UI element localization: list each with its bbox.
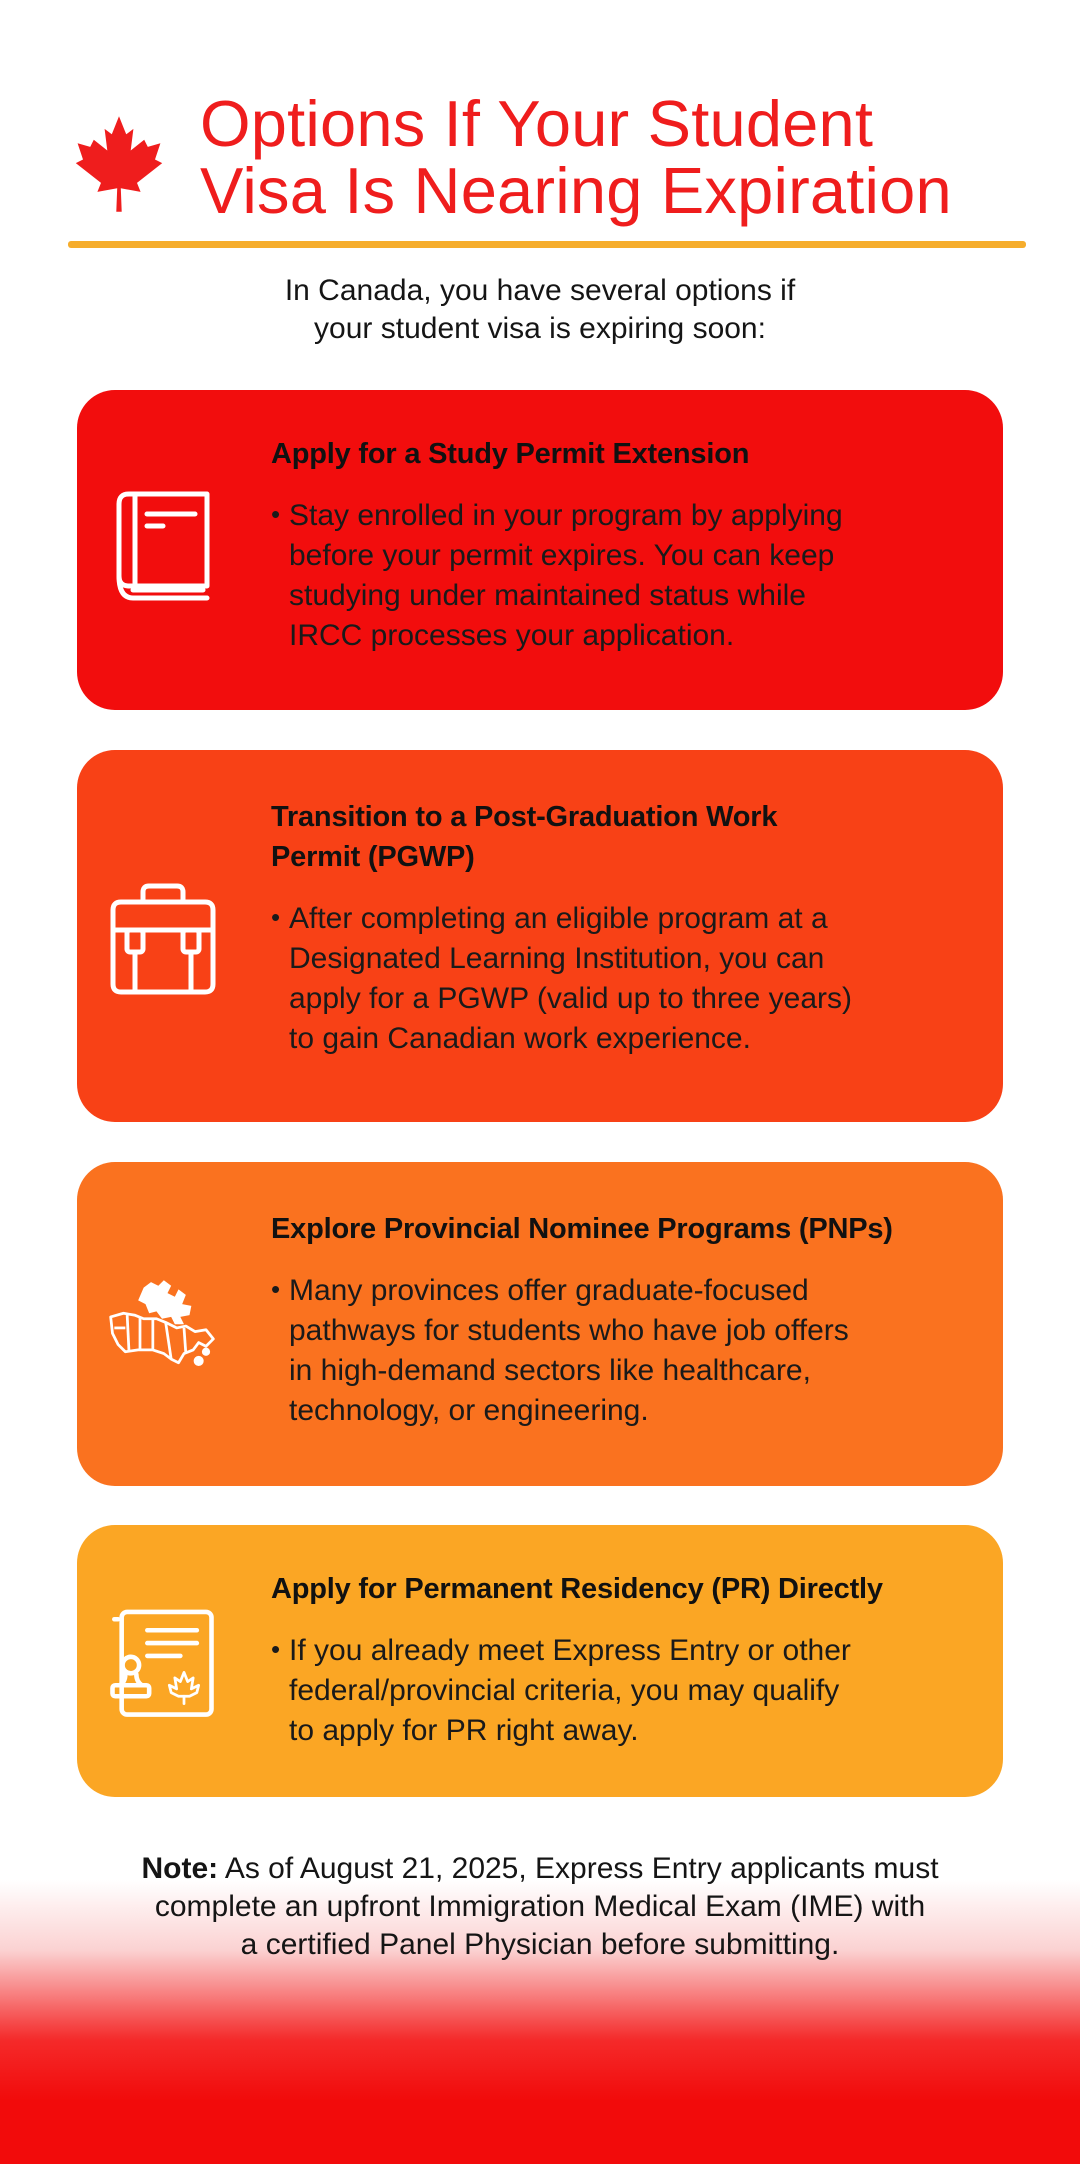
footnote bbox=[90, 1850, 990, 1964]
bullet-line: before your permit expires. You can keep bbox=[289, 539, 835, 572]
bullet-line: • Many provinces offer graduate-focused bbox=[289, 1274, 809, 1307]
option-card-pgwp bbox=[77, 750, 1003, 1122]
note-line-3: a certified Panel Physician before submitting. bbox=[240, 1928, 840, 1961]
page-header bbox=[68, 87, 1028, 240]
bullet-line: to gain Canadian work experience. bbox=[289, 1022, 751, 1055]
bullet-line: • If you already meet Express Entry or other bbox=[289, 1634, 851, 1667]
bullet-line: • Stay enrolled in your program by applying bbox=[289, 499, 843, 532]
option-card-pnp bbox=[77, 1162, 1003, 1486]
card-bullet bbox=[271, 1631, 971, 1751]
bullet-line: federal/provincial criteria, you may qualify bbox=[289, 1674, 840, 1707]
card-title: Explore Provincial Nominee Programs (PNPs) bbox=[271, 1213, 893, 1245]
card-text bbox=[271, 797, 971, 1059]
bullet-line: • After completing an eligible program at a bbox=[289, 902, 828, 935]
title-line-2: Visa Is Nearing Expiration bbox=[200, 154, 952, 227]
card-bullet bbox=[271, 899, 971, 1059]
note-text-1: As of August 21, 2025, Express Entry applicants must bbox=[224, 1852, 939, 1885]
card-bullet bbox=[271, 496, 971, 656]
card-text bbox=[271, 1569, 971, 1751]
title-divider bbox=[68, 241, 1026, 248]
note-label: Note: bbox=[141, 1852, 219, 1885]
card-title bbox=[271, 797, 971, 877]
note-line-2: complete an upfront Immigration Medical Exam (IME) with bbox=[154, 1890, 926, 1923]
bullet-line: to apply for PR right away. bbox=[289, 1714, 639, 1747]
card-title: Apply for a Study Permit Extension bbox=[271, 438, 750, 470]
page-title bbox=[200, 87, 1040, 227]
card-text bbox=[271, 434, 971, 656]
intro-text bbox=[190, 272, 890, 348]
card-title-line-1: Transition to a Post-Graduation Work bbox=[271, 801, 778, 833]
intro-line-1: In Canada, you have several options if bbox=[284, 274, 796, 307]
option-card-permanent-residency bbox=[77, 1525, 1003, 1797]
bullet-line: apply for a PGWP (valid up to three years) bbox=[289, 982, 853, 1015]
canada-map-icon bbox=[107, 1264, 217, 1390]
briefcase-icon bbox=[107, 880, 217, 1006]
card-title: Apply for Permanent Residency (PR) Directly bbox=[271, 1573, 883, 1605]
note-line-1 bbox=[90, 1850, 990, 1888]
title-line-1: Options If Your Student bbox=[200, 87, 874, 160]
card-bullet bbox=[271, 1271, 971, 1431]
maple-leaf-icon bbox=[74, 114, 164, 214]
bullet-line: technology, or engineering. bbox=[289, 1394, 649, 1427]
option-card-study-permit-extension bbox=[77, 390, 1003, 710]
book-icon bbox=[107, 486, 217, 612]
card-title-line-2: Permit (PGWP) bbox=[271, 841, 475, 873]
bullet-line: studying under maintained status while bbox=[289, 579, 806, 612]
bullet-line: pathways for students who have job offers bbox=[289, 1314, 849, 1347]
certificate-stamp-icon bbox=[107, 1603, 217, 1729]
bullet-line: in high-demand sectors like healthcare, bbox=[289, 1354, 811, 1387]
card-text bbox=[271, 1209, 971, 1431]
bullet-line: IRCC processes your application. bbox=[289, 619, 735, 652]
bullet-line: Designated Learning Institution, you can bbox=[289, 942, 825, 975]
intro-line-2: your student visa is expiring soon: bbox=[314, 312, 766, 345]
